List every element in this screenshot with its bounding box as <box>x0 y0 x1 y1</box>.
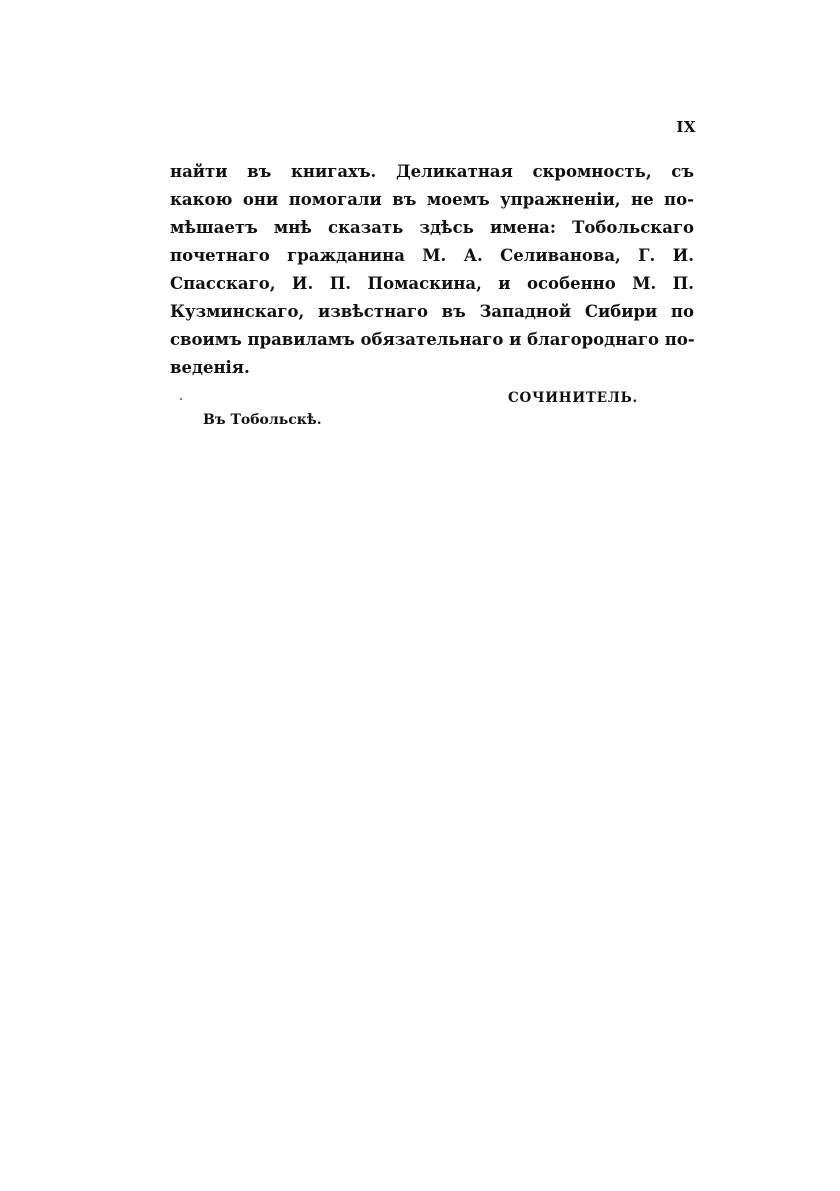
text-line: веденія. <box>170 358 250 377</box>
text-line: почетнаго гражданина М. А. Селиванова, Г. И. <box>170 246 694 265</box>
text-line: своимъ правиламъ обязательнаго и благороднаго по- <box>170 330 695 349</box>
ink-speck <box>180 398 182 400</box>
text-line: какою они помогали въ моемъ упражненіи, не по- <box>170 190 694 209</box>
page-number: IX <box>676 118 696 136</box>
place-line: Въ Тобольскѣ. <box>203 412 322 428</box>
text-line: Спасскаго, И. П. Помаскина, и особенно М. П. <box>170 274 694 293</box>
text-line: мѣшаетъ мнѣ сказать здѣсь имена: Тобольскаго <box>170 218 694 237</box>
author-signature: СОЧИНИТЕЛЬ. <box>508 390 639 406</box>
body-paragraph <box>170 158 694 382</box>
text-line: Кузминскаго, извѣстнаго въ Западной Сибири по <box>170 302 694 321</box>
text-line: найти въ книгахъ. Деликатная скромность, съ <box>170 162 694 181</box>
